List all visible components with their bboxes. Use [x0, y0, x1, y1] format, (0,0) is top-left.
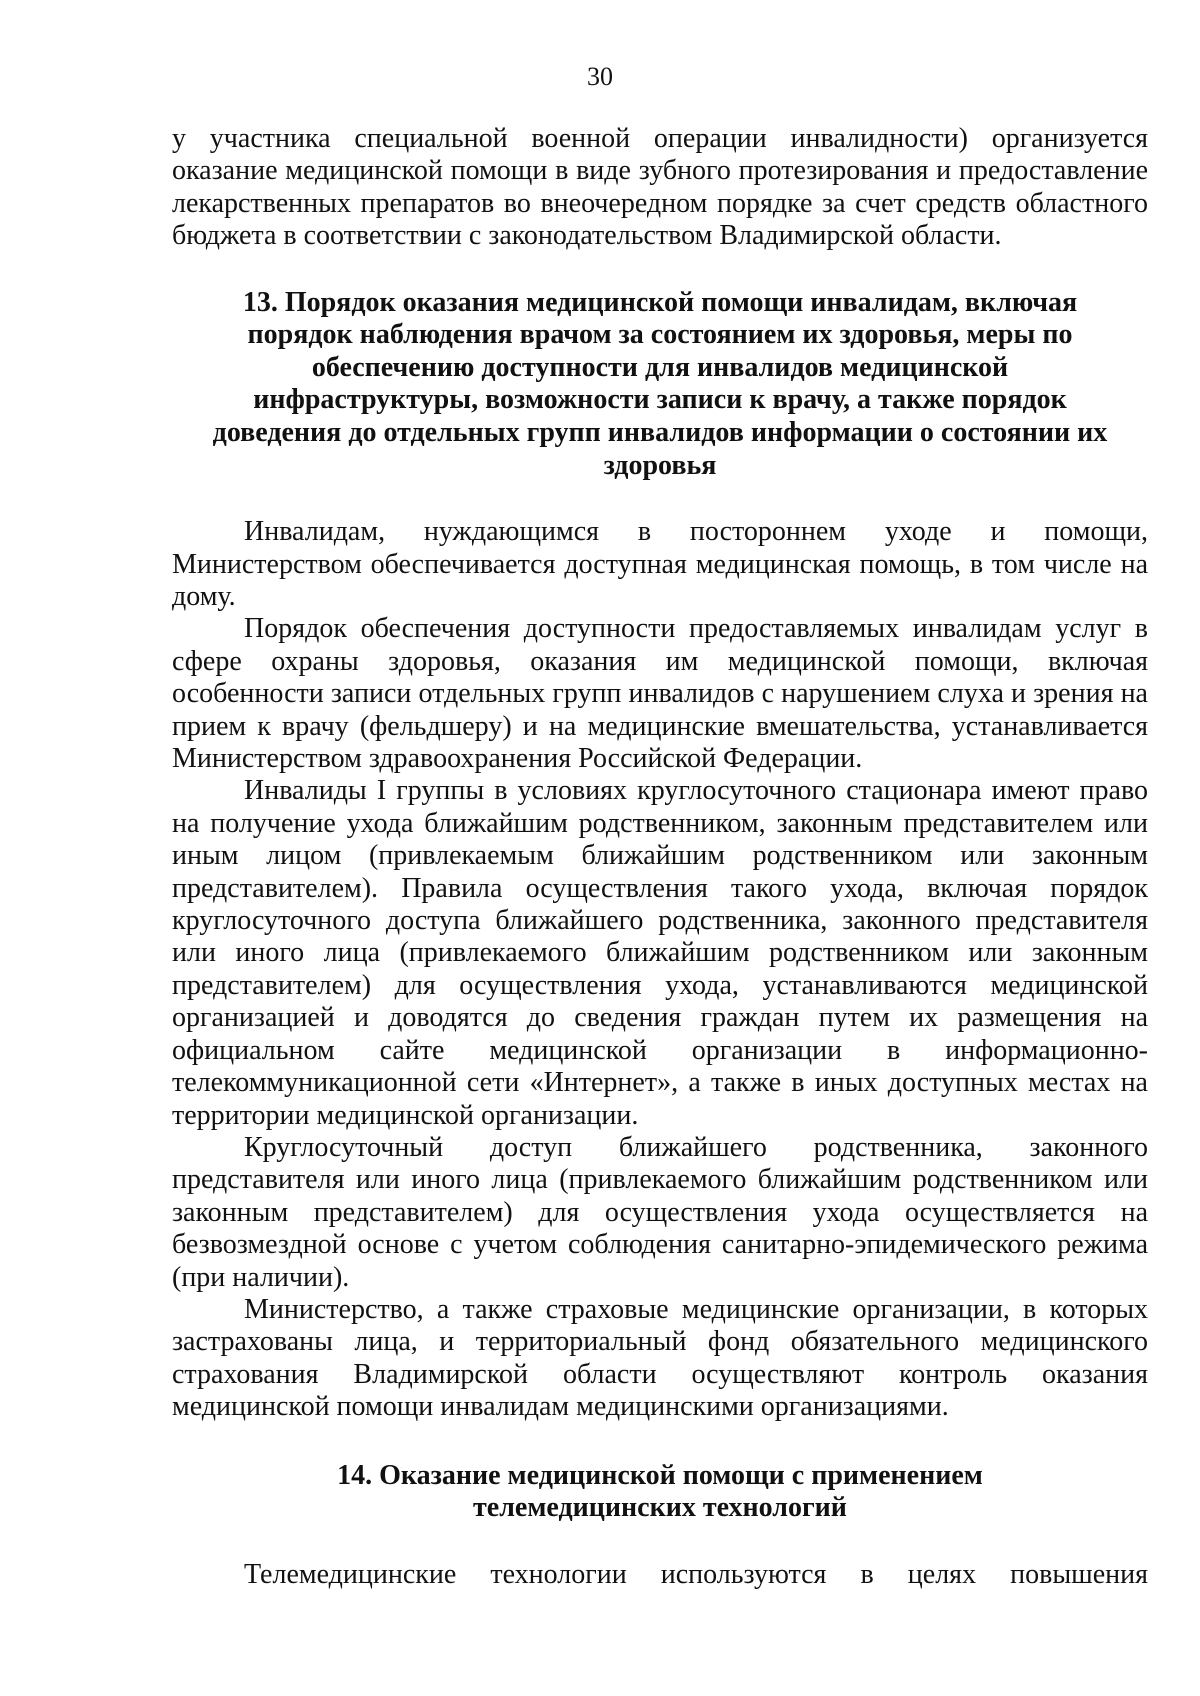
intro-paragraph: у участника специальной военной операции инвалидности) организуется оказание медицинской помощи в виде зубного протезирования и предоставление лекарственных препаратов во внеочередном порядке за счет средств областного бюджета в соответствии с законодательством Владимирской области. [172, 123, 1148, 252]
section-13-paragraph-2: Порядок обеспечения доступности предоставляемых инвалидам услуг в сфере охраны здоровья, оказания им медицинской помощи, включая особенности записи отдельных групп инвалидов с нарушением слуха и зрения на прием к врачу (фельдшеру) и на медицинские вмешательства, устанавливается Министерством здравоохранения Российской Федерации. [172, 613, 1148, 775]
page-number: 30 [587, 62, 613, 91]
section-13-heading: 13. Порядок оказания медицинской помощи инвалидам, включая порядок наблюдения врачом за состоянием их здоровья, меры по обеспечению доступности для инвалидов медицинской инфраструктуры, возможности записи к врачу, а также порядок доведения до отдельных групп инвалидов информации о состоянии их здоровья [212, 286, 1108, 481]
document-body [172, 123, 1148, 1591]
section-14-paragraph-1: Телемедицинские технологии используются в целях повышения [244, 1558, 1148, 1590]
section-13-paragraph-4: Круглосуточный доступ ближайшего родственника, законного представителя или иного лица (привлекаемого ближайшим родственником или законным представителем) для осуществления ухода осуществляется на безвозмездной основе с учетом соблюдения санитарно-эпидемического режима (при наличии). [172, 1131, 1148, 1293]
section-14-heading: 14. Оказание медицинской помощи с применением телемедицинских технологий [337, 1459, 983, 1524]
section-13-paragraph-3: Инвалиды I группы в условиях круглосуточного стационара имеют право на получение ухода ближайшим родственником, законным представителем или иным лицом (привлекаемым ближайшим родственником или законным представителем). Правила осуществления такого ухода, включая порядок круглосуточного доступа ближайшего родственника, законного представителя или иного лица (привлекаемого ближайшим родственником или законным представителем) для осуществления ухода, устанавливаются медицинской организацией и доводятся до сведения граждан путем их размещения на официальном сайте медицинской организации в информационно-телекоммуникационной сети «Интернет», а также в иных доступных местах на территории медицинской организации. [172, 775, 1148, 1131]
section-13-paragraph-5: Министерство, а также страховые медицинские организации, в которых застрахованы лица, и территориальный фонд обязательного медицинского страхования Владимирской области осуществляют контроль оказания медицинской помощи инвалидам медицинскими организациями. [172, 1293, 1148, 1423]
section-13-paragraph-1: Инвалидам, нуждающимся в постороннем уходе и помощи, Министерством обеспечивается доступная медицинская помощь, в том числе на дому. [172, 516, 1148, 612]
